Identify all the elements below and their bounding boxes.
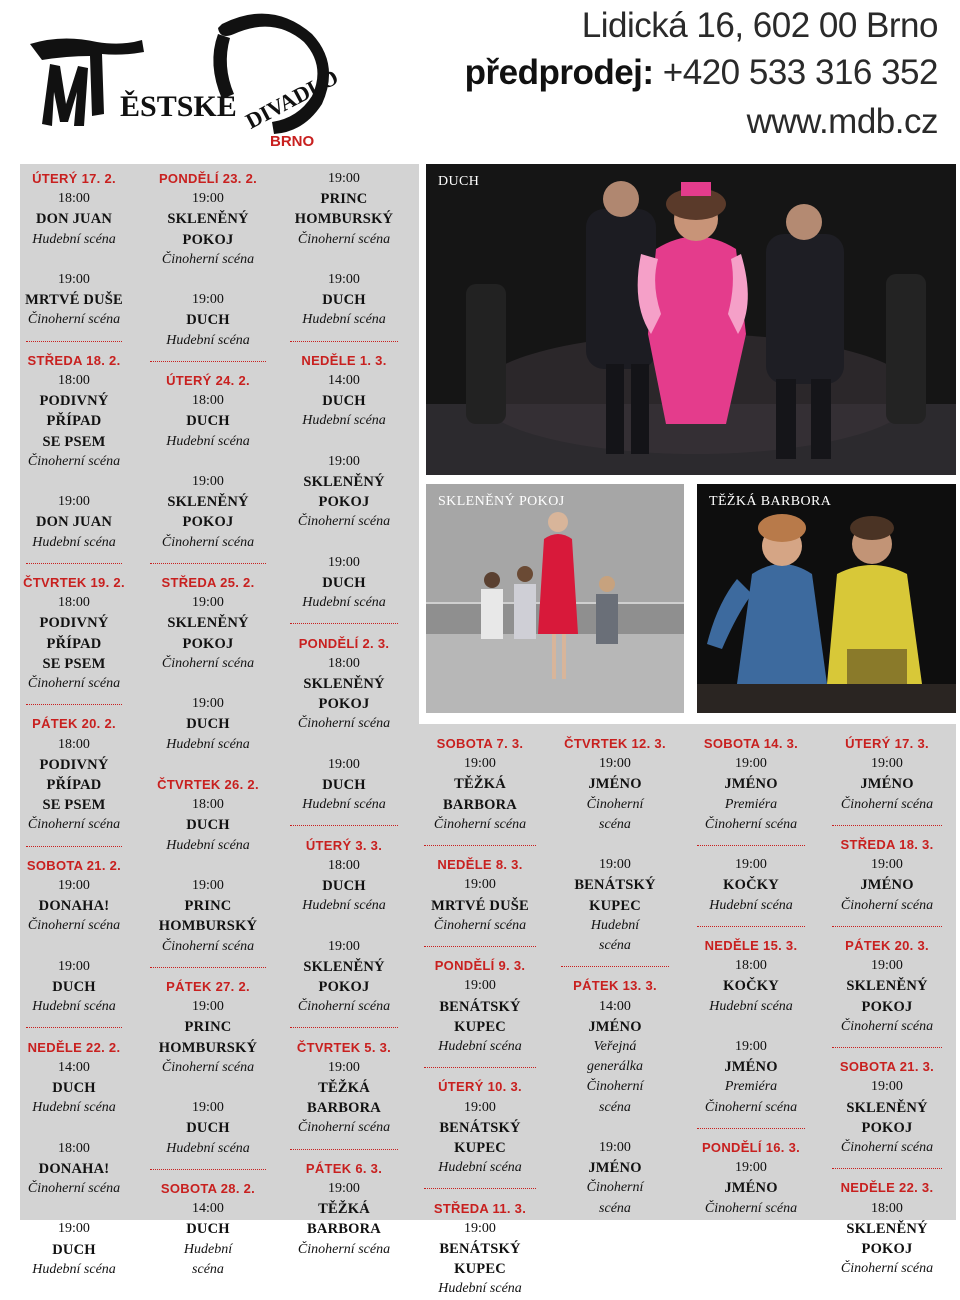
performance-time: 19:00	[871, 857, 903, 873]
presale-label: předprodej:	[464, 53, 654, 92]
spacer	[286, 533, 402, 553]
dotted-separator	[286, 1139, 402, 1159]
performance-title: SKLENĚNÝ POKOJ	[167, 494, 249, 531]
performance-day: PONDĚLÍ 9. 3.	[434, 958, 526, 974]
performance-day: SOBOTA 21. 2.	[26, 857, 122, 873]
performance-time: 19:00	[192, 191, 224, 207]
spacer	[146, 755, 270, 775]
performance-stage: Činoherní scéna	[161, 655, 255, 671]
performance-stage: Činoherní scéna	[297, 231, 391, 247]
performance-stage: Činoherní scéna	[161, 938, 255, 954]
performance-day: NEDĚLE 22. 3.	[840, 1180, 934, 1196]
dotted-separator	[420, 1178, 540, 1198]
performance-day: ČTVRTEK 26. 2.	[157, 777, 259, 792]
performance-time: 19:00	[192, 595, 224, 611]
performance-day: PONDĚLÍ 16. 3.	[701, 1140, 801, 1155]
performance-title: DONAHA!	[38, 1160, 110, 1177]
performance-title: DUCH	[186, 1221, 230, 1238]
performance-stage: Činoherní scéna	[27, 1181, 121, 1197]
schedule-column-1	[22, 169, 126, 1280]
dotted-separator	[420, 936, 540, 956]
performance-time: 19:00	[735, 1039, 767, 1054]
performance-title: PODIVNÝ PŘÍPAD	[39, 393, 109, 430]
logo-word-mestske: ĚSTSKÉ	[120, 90, 237, 123]
performance-day: SOBOTA 14. 3.	[703, 736, 799, 751]
performance-stage: scéna	[192, 1261, 224, 1277]
performance-title: TĚŽKÁ BARBORA	[307, 1080, 381, 1117]
performance-day: ÚTERÝ 17. 2.	[32, 171, 116, 186]
performance-stage: Hudební scéna	[32, 534, 116, 550]
performance-title: JMÉNO	[588, 776, 642, 793]
schedule-column-3	[286, 169, 402, 1260]
performance-time: 19:00	[464, 877, 496, 893]
performance-day: NEDĚLE 8. 3.	[437, 857, 523, 873]
performance-stage: Činoherní	[586, 1079, 644, 1095]
photo-tezka-barbora	[697, 484, 956, 713]
performance-title: SE PSEM	[42, 797, 106, 814]
spacer	[286, 735, 402, 755]
spacer	[22, 937, 126, 957]
performance-day: STŘEDA 18. 2.	[27, 352, 121, 368]
presale-phone[interactable]: +420 533 316 352	[662, 53, 938, 92]
performance-day: ČTVRTEK 19. 2.	[23, 575, 125, 590]
performance-title: DUCH	[322, 878, 366, 894]
performance-time: 19:00	[192, 999, 224, 1015]
logo-city: BRNO	[270, 133, 315, 150]
performance-stage: Činoherní scéna	[27, 453, 121, 469]
performance-time: 19:00	[328, 938, 360, 954]
performance-stage: Činoherní scéna	[161, 1059, 255, 1075]
dotted-separator	[146, 1159, 270, 1179]
dotted-separator	[557, 956, 673, 976]
performance-time: 14:00	[599, 998, 631, 1014]
performance-title: SKLENĚNÝ POKOJ	[846, 978, 928, 1015]
performance-title: DON JUAN	[35, 211, 113, 228]
dotted-separator	[420, 1057, 540, 1077]
performance-time: 19:00	[58, 958, 90, 974]
schedule-column-7	[828, 734, 946, 1279]
performance-day: ÚTERÝ 10. 3.	[438, 1079, 522, 1095]
photo-caption-skleneny-pokoj: SKLENĚNÝ POKOJ	[438, 494, 565, 509]
performance-stage: Hudební	[590, 917, 640, 933]
performance-time: 19:00	[328, 1059, 360, 1075]
performance-title: DUCH	[186, 716, 230, 733]
performance-title: BENÁTSKÝ KUPEC	[439, 1241, 521, 1278]
performance-stage: Činoherní	[586, 1180, 644, 1196]
dotted-separator	[693, 1118, 809, 1138]
performance-stage: Premiéra	[724, 1079, 778, 1095]
performance-time: 19:00	[599, 857, 631, 873]
schedule-column-6	[693, 734, 809, 1219]
performance-day: SOBOTA 21. 3.	[839, 1059, 935, 1075]
dotted-separator	[286, 331, 402, 351]
performance-title: SE PSEM	[42, 433, 106, 450]
performance-stage: Činoherní scéna	[840, 1261, 934, 1277]
performance-title: JMÉNO	[724, 1180, 778, 1197]
dotted-separator	[693, 916, 809, 936]
performance-time: 19:00	[192, 1100, 224, 1116]
performance-title: PODIVNÝ PŘÍPAD	[39, 615, 109, 652]
performance-time: 14:00	[192, 1201, 224, 1217]
performance-title: JMÉNO	[588, 1160, 642, 1177]
performance-title: BENÁTSKÝ KUPEC	[439, 1119, 521, 1157]
performance-title: JMÉNO	[860, 877, 914, 894]
performance-title: SKLENĚNÝ POKOJ	[167, 615, 249, 652]
theatre-address: Lidická 16, 602 00 Brno	[581, 6, 938, 45]
performance-title: SKLENĚNÝ POKOJ	[846, 1220, 928, 1258]
performance-title: DUCH	[186, 817, 230, 834]
performance-title: DUCH	[322, 777, 366, 793]
performance-stage: Činoherní scéna	[27, 817, 121, 833]
logo-graphic	[22, 4, 343, 154]
theatre-logo	[22, 4, 343, 154]
performance-title: PRINC	[320, 191, 368, 208]
performance-day: SOBOTA 28. 2.	[160, 1181, 256, 1196]
performance-title: SE PSEM	[42, 655, 106, 672]
performance-title: POKOJ	[318, 979, 370, 995]
dotted-separator	[693, 835, 809, 855]
dotted-separator	[22, 553, 126, 573]
performance-time: 19:00	[871, 756, 903, 772]
performance-time: 19:00	[192, 878, 224, 893]
performance-time: 18:00	[58, 736, 90, 752]
performance-stage: Činoherní scéna	[433, 816, 527, 832]
performance-time: 18:00	[58, 595, 90, 611]
dotted-separator	[286, 1017, 402, 1037]
performance-time: 19:00	[464, 978, 496, 994]
performance-title: MRTVÉ DUŠE	[431, 897, 529, 914]
performance-stage: Hudební scéna	[438, 1039, 522, 1055]
performance-title: DUCH	[186, 413, 230, 430]
performance-stage: Činoherní scéna	[840, 796, 934, 812]
performance-stage: Hudební scéna	[166, 332, 250, 348]
performance-title: JMÉNO	[724, 1059, 778, 1076]
dotted-separator	[828, 1158, 946, 1178]
performance-stage: Činoherní scéna	[297, 1120, 391, 1136]
spacer	[22, 1199, 126, 1219]
performance-time: 18:00	[58, 191, 90, 207]
performance-title: KUPEC	[589, 897, 641, 914]
performance-day: PÁTEK 13. 3.	[573, 978, 657, 994]
performance-stage: Hudební scéna	[32, 1100, 116, 1116]
performance-title: KOČKY	[723, 877, 779, 894]
dotted-separator	[146, 957, 270, 977]
performance-stage: Hudební scéna	[709, 897, 793, 913]
performance-stage: generálka	[587, 1059, 643, 1075]
performance-day: NEDĚLE 1. 3.	[301, 352, 387, 368]
performance-time: 19:00	[58, 272, 90, 287]
performance-day: PÁTEK 20. 2.	[32, 716, 116, 732]
performance-day: PÁTEK 20. 3.	[845, 938, 929, 953]
dotted-separator	[286, 613, 402, 633]
performance-stage: scéna	[599, 938, 631, 954]
performance-time: 19:00	[464, 756, 496, 772]
performance-title: POKOJ	[318, 696, 370, 713]
performance-title: PRINC	[184, 898, 232, 915]
performance-title: SKLENĚNÝ	[303, 676, 385, 692]
performance-stage: Činoherní scéna	[704, 1200, 798, 1216]
performance-title: PRINC	[184, 1019, 232, 1036]
performance-title: PODIVNÝ PŘÍPAD	[39, 756, 109, 794]
spacer	[22, 472, 126, 492]
performance-time: 18:00	[328, 655, 360, 671]
performance-stage: Hudební scéna	[438, 1160, 522, 1176]
performance-stage: Činoherní scéna	[161, 251, 255, 267]
performance-stage: Hudební scéna	[32, 231, 116, 247]
performance-time: 19:00	[735, 1160, 767, 1176]
performance-title: JMÉNO	[860, 776, 914, 793]
photo-caption-duch: DUCH	[438, 174, 480, 189]
performance-day: PONDĚLÍ 2. 3.	[298, 635, 390, 651]
performance-day: ČTVRTEK 12. 3.	[564, 736, 666, 751]
performance-time: 19:00	[192, 474, 224, 489]
performance-stage: Činoherní scéna	[161, 534, 255, 550]
performance-title: BENÁTSKÝ KUPEC	[439, 998, 521, 1035]
performance-day: ÚTERÝ 17. 3.	[845, 736, 929, 751]
dotted-separator	[22, 836, 126, 856]
photo-skleneny-pokoj	[426, 484, 684, 713]
performance-stage: Hudební scéna	[166, 837, 250, 853]
performance-stage: scéna	[599, 1200, 631, 1216]
spacer	[286, 432, 402, 452]
performance-time: 19:00	[599, 1140, 631, 1156]
dotted-separator	[22, 1017, 126, 1037]
performance-time: 18:00	[871, 1200, 903, 1216]
schedule-column-4	[420, 734, 540, 1300]
spacer	[146, 856, 270, 876]
performance-stage: Hudební scéna	[302, 312, 386, 328]
contact-block	[465, 4, 938, 146]
schedule-column-5	[557, 734, 673, 1219]
performance-time: 19:00	[328, 1181, 360, 1196]
performance-time: 19:00	[192, 292, 224, 308]
performance-title: DUCH	[52, 1241, 96, 1258]
performance-day: ČTVRTEK 5. 3.	[296, 1039, 392, 1055]
spacer	[22, 1118, 126, 1138]
performance-stage: Hudební	[183, 1241, 233, 1257]
performance-title: POKOJ	[318, 494, 370, 511]
performance-day: STŘEDA 18. 3.	[840, 837, 934, 852]
performance-day: ÚTERÝ 24. 2.	[166, 373, 250, 388]
performance-title: SKLENĚNÝ POKOJ	[167, 211, 249, 248]
performance-stage: Činoherní scéna	[27, 676, 121, 692]
performance-time: 19:00	[464, 1220, 496, 1236]
performance-title: DUCH	[52, 1080, 96, 1097]
performance-day: PÁTEK 27. 2.	[166, 979, 250, 994]
performance-title: SKLENĚNÝ	[303, 474, 385, 490]
performance-day: SOBOTA 7. 3.	[436, 736, 524, 751]
performance-time: 14:00	[328, 373, 360, 388]
performance-title: KOČKY	[723, 978, 779, 995]
website-link[interactable]: www.mdb.cz	[746, 102, 938, 141]
performance-title: DON JUAN	[35, 514, 113, 531]
performance-stage: Premiéra	[724, 796, 778, 812]
performance-stage: Činoherní scéna	[297, 999, 391, 1015]
performance-time: 18:00	[328, 857, 360, 873]
performance-stage: Hudební scéna	[302, 898, 386, 914]
performance-stage: Hudební scéna	[32, 999, 116, 1015]
performance-day: STŘEDA 25. 2.	[161, 575, 255, 590]
dotted-separator	[22, 694, 126, 714]
performance-stage: Činoherní	[586, 796, 644, 812]
performance-time: 18:00	[192, 797, 224, 813]
dotted-separator	[828, 1037, 946, 1057]
performance-title: TĚŽKÁ BARBORA	[307, 1201, 381, 1238]
performance-title: JMÉNO	[724, 776, 778, 793]
performance-stage: Činoherní scéna	[27, 312, 121, 328]
performance-time: 19:00	[464, 1099, 496, 1115]
performance-day: STŘEDA 11. 3.	[433, 1200, 527, 1216]
spacer	[146, 270, 270, 290]
performance-time: 19:00	[58, 1221, 90, 1237]
dotted-separator	[828, 815, 946, 835]
performance-stage: Činoherní scéna	[297, 514, 391, 530]
performance-title: DUCH	[322, 575, 366, 591]
spacer	[146, 1078, 270, 1098]
spacer	[146, 452, 270, 472]
performance-title: DUCH	[186, 312, 230, 329]
performance-title: DUCH	[322, 393, 366, 410]
dotted-separator	[146, 351, 270, 371]
dotted-separator	[146, 553, 270, 573]
performance-stage: Činoherní scéna	[297, 716, 391, 732]
performance-stage: Činoherní scéna	[840, 1018, 934, 1034]
performance-time: 19:00	[192, 696, 224, 712]
performance-title: SKLENĚNÝ	[303, 958, 385, 975]
dotted-separator	[22, 331, 126, 351]
performance-title: DUCH	[52, 979, 96, 996]
performance-day: PONDĚLÍ 23. 2.	[158, 171, 258, 186]
spacer	[557, 835, 673, 855]
stage-photo-tezka-barbora	[697, 484, 956, 713]
performance-day: NEDĚLE 22. 2.	[27, 1039, 121, 1055]
performance-time: 18:00	[58, 373, 90, 388]
performance-time: 19:00	[328, 554, 360, 570]
performance-title: SKLENĚNÝ POKOJ	[846, 1099, 928, 1136]
performance-time: 19:00	[328, 272, 360, 287]
performance-stage: Činoherní scéna	[297, 1241, 391, 1257]
performance-stage: Hudební scéna	[166, 1140, 250, 1156]
performance-time: 19:00	[58, 494, 90, 510]
performance-time: 19:00	[735, 756, 767, 772]
performance-stage: Činoherní scéna	[704, 1099, 798, 1115]
logo-word-divadlo: DIVADLO	[241, 64, 343, 134]
performance-stage: Činoherní scéna	[840, 1140, 934, 1156]
photo-duch	[426, 164, 956, 475]
performance-title: DONAHA!	[38, 898, 110, 915]
performance-stage: Hudební scéna	[302, 595, 386, 611]
performance-title: JMÉNO	[588, 1018, 642, 1035]
performance-title: DUCH	[322, 292, 366, 309]
performance-stage: Hudební scéna	[166, 736, 250, 752]
performance-time: 19:00	[871, 958, 903, 974]
schedule-column-2	[146, 169, 270, 1280]
spacer	[286, 250, 402, 270]
dotted-separator	[420, 835, 540, 855]
dotted-separator	[286, 815, 402, 835]
performance-time: 18:00	[58, 1140, 90, 1156]
performance-stage: Hudební scéna	[302, 413, 386, 429]
performance-stage: Veřejná	[593, 1039, 637, 1055]
performance-stage: Činoherní scéna	[27, 918, 121, 934]
performance-stage: Činoherní scéna	[840, 897, 934, 913]
performance-time: 19:00	[328, 171, 360, 186]
performance-title: HOMBURSKÝ	[158, 918, 258, 935]
performance-time: 14:00	[58, 1059, 90, 1075]
spacer	[693, 1017, 809, 1037]
performance-title: DUCH	[186, 1120, 230, 1137]
performance-stage: Hudební scéna	[709, 998, 793, 1014]
spacer	[557, 1118, 673, 1138]
performance-title: BENÁTSKÝ	[574, 877, 656, 894]
performance-day: PÁTEK 6. 3.	[305, 1160, 383, 1176]
performance-title: HOMBURSKÝ	[158, 1039, 258, 1056]
performance-time: 19:00	[871, 1079, 903, 1095]
performance-time: 19:00	[735, 857, 767, 873]
spacer	[22, 250, 126, 270]
performance-day: NEDĚLE 15. 3.	[704, 938, 798, 953]
performance-stage: Hudební scéna	[166, 433, 250, 449]
performance-stage: Hudební scéna	[32, 1261, 116, 1277]
presale-line	[465, 48, 938, 98]
performance-time: 19:00	[58, 878, 90, 894]
performance-stage: Činoherní scéna	[433, 917, 527, 933]
performance-stage: scéna	[599, 816, 631, 832]
performance-stage: Hudební scéna	[438, 1281, 522, 1297]
dotted-separator	[828, 916, 946, 936]
performance-title: MRTVÉ DUŠE	[25, 292, 123, 309]
spacer	[146, 674, 270, 694]
performance-time: 19:00	[599, 756, 631, 772]
performance-stage: scéna	[599, 1099, 631, 1115]
performance-time: 19:00	[328, 756, 360, 772]
performance-stage: Hudební scéna	[302, 797, 386, 813]
stage-photo-skleneny-pokoj	[426, 484, 684, 713]
performance-time: 19:00	[328, 453, 360, 469]
performance-day: ÚTERÝ 3. 3.	[305, 837, 383, 853]
performance-title: HOMBURSKÝ	[294, 211, 394, 228]
photo-caption-tezka-barbora: TĚŽKÁ BARBORA	[709, 494, 832, 509]
spacer	[286, 916, 402, 936]
performance-title: TĚŽKÁ BARBORA	[443, 776, 517, 813]
performance-time: 18:00	[735, 958, 767, 974]
performance-stage: Činoherní scéna	[704, 816, 798, 832]
performance-time: 18:00	[192, 393, 224, 409]
stage-photo-duch	[426, 164, 956, 475]
